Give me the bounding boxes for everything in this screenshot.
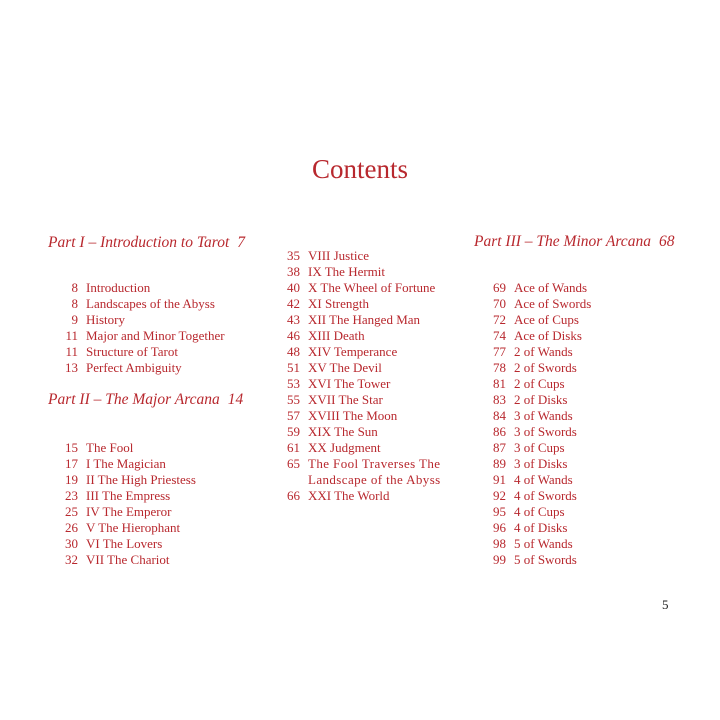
toc-entry-page: 66	[287, 488, 300, 503]
toc-entry-justice[interactable]	[272, 248, 458, 264]
toc-entry-page: 19	[65, 472, 78, 487]
toc-entry-title: Landscapes of the Abyss	[86, 296, 215, 311]
toc-entry-page: 30	[65, 536, 78, 551]
toc-entry-title: X The Wheel of Fortune	[308, 280, 436, 295]
toc-entry-page: 86	[493, 424, 506, 439]
toc-entry-title: XIV Temperance	[308, 344, 398, 359]
toc-entry-the-moon[interactable]	[272, 408, 458, 424]
toc-entry-the-emperor[interactable]	[50, 504, 196, 520]
toc-entry-page: 48	[287, 344, 300, 359]
toc-entry-title: IX The Hermit	[308, 264, 386, 279]
toc-entry-page: 8	[71, 280, 78, 295]
toc-entry-page: 96	[493, 520, 506, 535]
toc-entry-the-lovers[interactable]	[50, 536, 196, 552]
toc-entry-page: 35	[287, 248, 300, 263]
toc-entry-page: 9	[71, 312, 78, 327]
toc-entry-page: 91	[493, 472, 506, 487]
toc-entry-page: 92	[493, 488, 506, 503]
toc-entry-history[interactable]	[50, 312, 225, 328]
toc-entry-title: XIII Death	[308, 328, 365, 343]
part-2-heading[interactable]	[48, 391, 243, 409]
part-1-entry-list	[50, 280, 225, 376]
toc-entry-title: Ace of Disks	[514, 328, 582, 343]
toc-entry-title: 2 of Wands	[514, 344, 573, 359]
toc-entry-the-world[interactable]	[272, 488, 458, 504]
toc-entry-page: 26	[65, 520, 78, 535]
toc-entry-page: 53	[287, 376, 300, 391]
toc-entry-title: IV The Emperor	[86, 504, 172, 519]
toc-entry-page: 43	[287, 312, 300, 327]
toc-entry-title: 3 of Cups	[514, 440, 565, 455]
toc-entry-page: 57	[287, 408, 300, 423]
page-number: 5	[662, 597, 669, 612]
part-3-page-number: 68	[658, 233, 675, 250]
toc-entry-page: 74	[493, 328, 506, 343]
toc-entry-the-empress[interactable]	[50, 488, 196, 504]
toc-entry-page: 78	[493, 360, 506, 375]
toc-entry-title: 5 of Wands	[514, 536, 573, 551]
toc-entry-page: 87	[493, 440, 506, 455]
toc-entry-perfect-ambiguity[interactable]	[50, 360, 225, 376]
toc-entry-page: 95	[493, 504, 506, 519]
toc-entry-death[interactable]	[272, 328, 458, 344]
toc-entry-title: Major and Minor Together	[86, 328, 225, 343]
toc-entry-the-devil[interactable]	[272, 360, 458, 376]
toc-entry-2-of-swords[interactable]	[478, 360, 591, 376]
toc-entry-the-high-priestess[interactable]	[50, 472, 196, 488]
toc-entry-page: 32	[65, 552, 78, 567]
toc-entry-the-fool[interactable]	[50, 440, 196, 456]
toc-entry-title: The Fool Traverses The Landscape of the Abyss	[308, 456, 441, 487]
toc-entry-title: 4 of Cups	[514, 504, 565, 519]
toc-entry-3-of-wands[interactable]	[478, 408, 591, 424]
toc-entry-4-of-wands[interactable]	[478, 472, 591, 488]
toc-entry-title: XX Judgment	[308, 440, 381, 455]
part-2-entry-list-middle	[272, 248, 458, 504]
toc-entry-title: Ace of Swords	[514, 296, 592, 311]
toc-entry-page: 25	[65, 504, 78, 519]
toc-entry-title: II The High Priestess	[86, 472, 196, 487]
toc-entry-2-of-wands[interactable]	[478, 344, 591, 360]
toc-entry-page: 72	[493, 312, 506, 327]
toc-entry-title: The Fool	[86, 440, 134, 455]
toc-entry-the-tower[interactable]	[272, 376, 458, 392]
toc-entry-ace-of-wands[interactable]	[478, 280, 591, 296]
toc-entry-title: VIII Justice	[308, 248, 370, 263]
toc-entry-page: 83	[493, 392, 506, 407]
toc-entry-page: 61	[287, 440, 300, 455]
toc-entry-page: 81	[493, 376, 506, 391]
toc-entry-page: 84	[493, 408, 506, 423]
part-2-heading-text: Part II – The Major Arcana	[48, 391, 220, 408]
toc-entry-page: 69	[493, 280, 506, 295]
toc-entry-title: I The Magician	[86, 456, 166, 471]
toc-entry-page: 70	[493, 296, 506, 311]
toc-entry-page: 89	[493, 456, 506, 471]
part-1-heading-text: Part I – Introduction to Tarot	[48, 234, 230, 251]
toc-entry-title: 3 of Swords	[514, 424, 577, 439]
toc-entry-title: XIX The Sun	[308, 424, 378, 439]
toc-entry-the-fool-traverses[interactable]	[272, 456, 458, 488]
toc-entry-judgment[interactable]	[272, 440, 458, 456]
toc-entry-page: 55	[287, 392, 300, 407]
toc-entry-title: XII The Hanged Man	[308, 312, 421, 327]
toc-entry-title: 4 of Disks	[514, 520, 568, 535]
toc-entry-ace-of-cups[interactable]	[478, 312, 591, 328]
toc-entry-title: 3 of Disks	[514, 456, 568, 471]
toc-entry-page: 59	[287, 424, 300, 439]
toc-entry-title: 5 of Swords	[514, 552, 577, 567]
toc-entry-landscapes-of-the-abyss[interactable]	[50, 296, 225, 312]
toc-entry-the-hierophant[interactable]	[50, 520, 196, 536]
toc-entry-title: Ace of Wands	[514, 280, 588, 295]
toc-entry-page: 46	[287, 328, 300, 343]
toc-entry-strength[interactable]	[272, 296, 458, 312]
toc-entry-the-magician[interactable]	[50, 456, 196, 472]
toc-entry-page: 98	[493, 536, 506, 551]
toc-entry-page: 40	[287, 280, 300, 295]
part-2-entry-list-left	[50, 440, 196, 568]
part-2-page-number: 14	[227, 391, 244, 408]
toc-entry-title: 3 of Wands	[514, 408, 573, 423]
toc-entry-title: 4 of Swords	[514, 488, 577, 503]
toc-entry-page: 42	[287, 296, 300, 311]
toc-entry-title: XV The Devil	[308, 360, 382, 375]
toc-entry-5-of-swords[interactable]	[478, 552, 591, 568]
toc-entry-page: 11	[65, 328, 78, 343]
toc-entry-page: 17	[65, 456, 78, 471]
toc-entry-page: 65	[287, 456, 300, 471]
toc-entry-title: XVIII The Moon	[308, 408, 398, 423]
toc-entry-4-of-disks[interactable]	[478, 520, 591, 536]
toc-entry-5-of-wands[interactable]	[478, 536, 591, 552]
toc-entry-title: XXI The World	[308, 488, 390, 503]
toc-entry-title: V The Hierophant	[86, 520, 181, 535]
toc-entry-title: 2 of Cups	[514, 376, 565, 391]
toc-entry-ace-of-swords[interactable]	[478, 296, 591, 312]
toc-entry-the-hermit[interactable]	[272, 264, 458, 280]
toc-entry-title: History	[86, 312, 125, 327]
toc-entry-title: Ace of Cups	[514, 312, 579, 327]
toc-entry-2-of-cups[interactable]	[478, 376, 591, 392]
part-3-heading[interactable]	[474, 233, 674, 251]
toc-entry-page: 99	[493, 552, 506, 567]
toc-entry-title: Perfect Ambiguity	[86, 360, 182, 375]
toc-entry-4-of-cups[interactable]	[478, 504, 591, 520]
toc-entry-title: XVI The Tower	[308, 376, 391, 391]
toc-entry-title: XVII The Star	[308, 392, 383, 407]
part-1-heading[interactable]	[48, 234, 245, 252]
toc-entry-title: 4 of Wands	[514, 472, 573, 487]
toc-entry-the-star[interactable]	[272, 392, 458, 408]
toc-entry-ace-of-disks[interactable]	[478, 328, 591, 344]
toc-entry-title: VII The Chariot	[86, 552, 170, 567]
toc-entry-temperance[interactable]	[272, 344, 458, 360]
toc-entry-title: VI The Lovers	[86, 536, 163, 551]
toc-entry-structure-of-tarot[interactable]	[50, 344, 225, 360]
page-title: Contents	[311, 154, 408, 184]
toc-entry-title: Introduction	[86, 280, 151, 295]
toc-entry-3-of-disks[interactable]	[478, 456, 591, 472]
part-3-entry-list	[478, 280, 591, 568]
toc-entry-title: III The Empress	[86, 488, 171, 503]
toc-entry-page: 77	[493, 344, 506, 359]
toc-entry-title: 2 of Disks	[514, 392, 568, 407]
part-3-heading-text: Part III – The Minor Arcana	[474, 233, 651, 250]
toc-entry-introduction[interactable]	[50, 280, 225, 296]
toc-entry-the-chariot[interactable]	[50, 552, 196, 568]
toc-entry-page: 13	[65, 360, 78, 375]
toc-entry-page: 8	[71, 296, 78, 311]
toc-entry-3-of-cups[interactable]	[478, 440, 591, 456]
toc-entry-the-hanged-man[interactable]	[272, 312, 458, 328]
toc-entry-the-sun[interactable]	[272, 424, 458, 440]
toc-entry-title: Structure of Tarot	[86, 344, 178, 359]
toc-entry-3-of-swords[interactable]	[478, 424, 591, 440]
toc-entry-page: 51	[287, 360, 300, 375]
toc-entry-page: 38	[287, 264, 300, 279]
part-1-page-number: 7	[237, 234, 246, 251]
toc-entry-page: 23	[65, 488, 78, 503]
toc-entry-page: 11	[65, 344, 78, 359]
toc-entry-title: 2 of Swords	[514, 360, 577, 375]
toc-entry-the-wheel-of-fortune[interactable]	[272, 280, 458, 296]
toc-entry-major-and-minor-together[interactable]	[50, 328, 225, 344]
toc-entry-4-of-swords[interactable]	[478, 488, 591, 504]
toc-entry-page: 15	[65, 440, 78, 455]
toc-entry-2-of-disks[interactable]	[478, 392, 591, 408]
toc-entry-title: XI Strength	[308, 296, 370, 311]
